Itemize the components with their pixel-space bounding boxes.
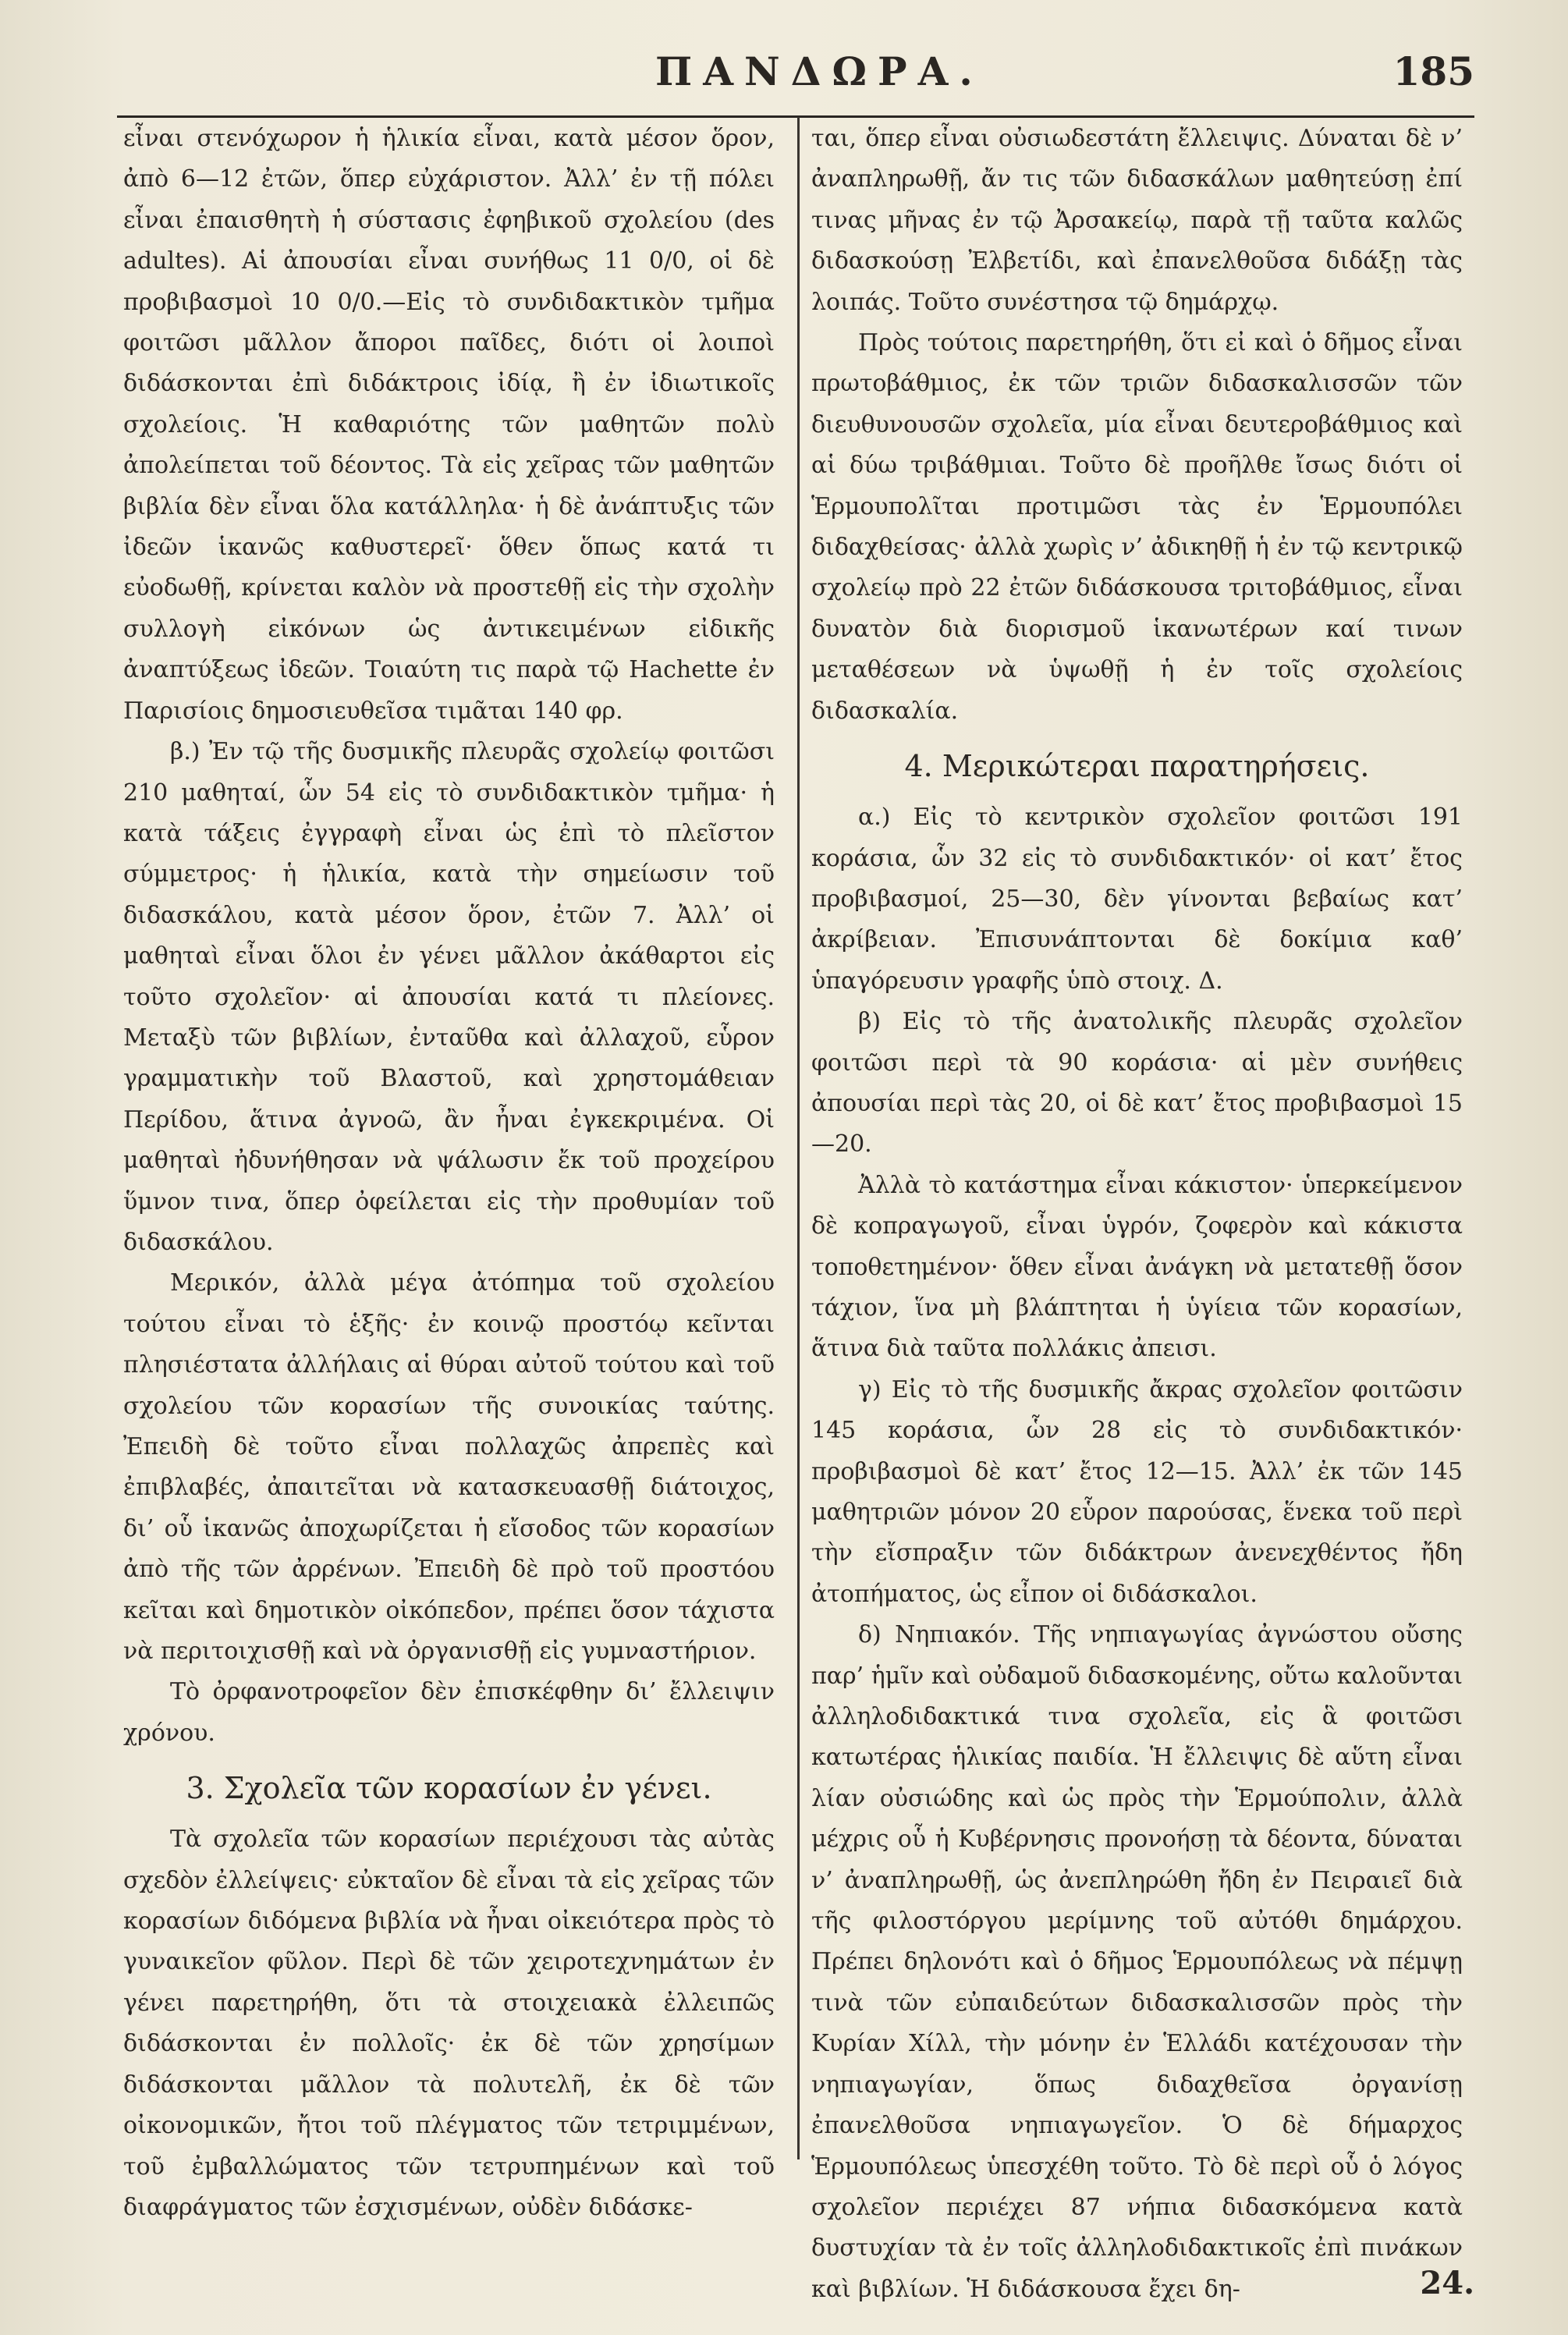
column-divider (797, 117, 800, 2159)
signature-mark: 24. (1420, 2265, 1474, 2301)
running-title: ΠΑΝΔΩΡΑ. (655, 48, 984, 94)
section-heading: 4. Μερικώτεραι παρατηρήσεις. (904, 749, 1370, 784)
paragraph: Ἀλλὰ τὸ κατάστημα εἶναι κάκιστον· ὑπερκείμενον δὲ κοπραγωγοῦ, εἶναι ὑγρόν, ζοφερὸν καὶ κάκιστα τοποθετημένον· ὅθεν εἶναι ἀνάγκη νὰ μετατεθῇ ὅσον τάχιον, ἵνα μὴ βλάπτηται ἡ ὑγίεια τῶν κορασίων, ἅτινα διὰ ταῦτα πολλάκις ἀπεισι. (811, 1171, 1463, 1363)
page-header (117, 48, 1474, 103)
right-column (811, 119, 1463, 2310)
left-column (123, 119, 775, 2228)
paragraph: Τὸ ὀρφανοτροφεῖον δὲν ἐπισκέφθην δι’ ἔλλειψιν χρόνου. (123, 1678, 775, 1747)
paragraph: Τὰ σχολεῖα τῶν κορασίων περιέχουσι τὰς αὐτὰς σχεδὸν ἐλλείψεις· εὐκταῖον δὲ εἶναι τὰ εἰς χεῖρας τῶν κορασίων διδόμενα βιβλία νὰ ἦναι οἰκειότερα πρὸς τὸ γυναικεῖον φῦλον. Περὶ δὲ τῶν χειροτεχνημάτων ἐν γένει παρετηρήθη, ὅτι τὰ στοιχειακὰ ἐλλειπῶς διδάσκονται ἐν πολλοῖς· ἐκ δὲ τῶν χρησίμων διδάσκονται μᾶλλον τὰ πολυτελῆ, ἐκ δὲ τῶν οἰκονομικῶν, ἤτοι τοῦ πλέγματος τῶν τετριμμένων, τοῦ ἐμβαλλώματος τῶν τετρυπημένων καὶ τοῦ διαφράγματος τῶν ἐσχισμένων, οὐδὲν διδάσκε- (123, 1826, 775, 2221)
paragraph: γ) Εἰς τὸ τῆς δυσμικῆς ἄκρας σχολεῖον φοιτῶσιν 145 κοράσια, ὧν 28 εἰς τὸ συνδιδακτικόν· προβιβασμοὶ δὲ κατ’ ἔτος 12—15. Ἀλλ’ ἐκ τῶν 145 μαθητριῶν μόνον 20 εὗρον παρούσας, ἕνεκα τοῦ περὶ τὴν εἴσπραξιν τῶν διδάκτρων ἀνενεχθέντος ἤδη ἀτοπήματος, ὡς εἶπον οἱ διδάσκαλοι. (811, 1375, 1463, 1608)
paragraph: β.) Ἐν τῷ τῆς δυσμικῆς πλευρᾶς σχολείῳ φοιτῶσι 210 μαθηταί, ὧν 54 εἰς τὸ συνδιδακτικὸν τμῆμα· ἡ κατὰ τάξεις ἐγγραφὴ εἶναι ὡς ἐπὶ τὸ πλεῖστον σύμμετρος· ἡ ἡλικία, κατὰ τὴν σημείωσιν τοῦ διδασκάλου, κατὰ μέσον ὅρον, ἐτῶν 7. Ἀλλ’ οἱ μαθηταὶ εἶναι ὅλοι ἐν γένει μᾶλλον ἀκάθαρτοι εἰς τοῦτο σχολεῖον· αἱ ἀπουσίαι κατά τι πλείονες. Μεταξὺ τῶν βιβλίων, ἐνταῦθα καὶ ἀλλαχοῦ, εὗρον γραμματικὴν τοῦ Βλαστοῦ, καὶ χρηστομάθειαν Περίδου, ἅτινα ἀγνοῶ, ἂν ἦναι ἐγκεκριμένα. Οἱ μαθηταὶ ἠδυνήθησαν νὰ ψάλωσιν ἔκ τοῦ προχείρου ὕμνον τινα, ὅπερ ὀφείλεται εἰς τὴν προθυμίαν τοῦ διδασκάλου. (123, 738, 775, 1256)
paragraph: εἶναι στενόχωρον ἡ ἡλικία εἶναι, κατὰ μέσον ὅρον, ἀπὸ 6—12 ἐτῶν, ὅπερ εὐχάριστον. Ἀλλ’ ἐν τῇ πόλει εἶναι ἐπαισθητὴ ἡ σύστασις ἐφηβικοῦ σχολείου (des adultes). Αἱ ἀπουσίαι εἶναι συνήθως 11 0/0, οἱ δὲ προβιβασμοὶ 10 0/0.—Εἰς τὸ συνδιδακτικὸν τμῆμα φοιτῶσι μᾶλλον ἄποροι παῖδες, διότι οἱ λοιποὶ διδάσκονται ἐπὶ διδάκτροις ἰδίᾳ, ἢ ἐν ἰδιωτικοῖς σχολείοις. Ἡ καθαριότης τῶν μαθητῶν πολὺ ἀπολείπεται τοῦ δέοντος. Τὰ εἰς χεῖρας τῶν μαθητῶν βιβλία δὲν εἶναι ὅλα κατάλληλα· ἡ δὲ ἀνάπτυξις τῶν ἰδεῶν ἱκανῶς καθυστερεῖ· ὅθεν ὅπως κατά τι εὐοδωθῇ, κρίνεται καλὸν νὰ προστεθῇ εἰς τὴν σχολὴν συλλογὴ εἰκόνων ὡς ἀντικειμένων εἰδικῆς ἀναπτύξεως ἰδεῶν. Τοιαύτη τις παρὰ τῷ Hachette ἐν Παρισίοις δημοσιευθεῖσα τιμᾶται 140 φρ. (123, 125, 775, 725)
paragraph: Μερικόν, ἀλλὰ μέγα ἀτόπημα τοῦ σχολείου τούτου εἶναι τὸ ἑξῆς· ἐν κοινῷ προστόῳ κεῖνται πλησιέστατα ἀλλήλαις αἱ θύραι αὐτοῦ τούτου καὶ τοῦ σχολείου τῶν κορασίων τῆς συνοικίας ταύτης. Ἐπειδὴ δὲ τοῦτο εἶναι πολλαχῶς ἀπρεπὲς καὶ ἐπιβλαβές, ἀπαιτεῖται νὰ κατασκευασθῇ διάτοιχος, δι’ οὗ ἱκανῶς ἀποχωρίζεται ἡ εἴσοδος τῶν κορασίων ἀπὸ τῆς τῶν ἀρρένων. Ἐπειδὴ δὲ πρὸ τοῦ προστόου κεῖται καὶ δημοτικὸν οἰκόπεδον, πρέπει ὅσον τάχιστα νὰ περιτοιχισθῇ καὶ νὰ ὀργανισθῇ εἰς γυμναστήριον. (123, 1269, 775, 1666)
paragraph: β) Εἰς τὸ τῆς ἀνατολικῆς πλευρᾶς σχολεῖον φοιτῶσι περὶ τὰ 90 κοράσια· αἱ μὲν συνήθεις ἀπουσίαι περὶ τὰς 20, οἱ δὲ κατ’ ἔτος προβιβασμοὶ 15—20. (811, 1008, 1463, 1159)
page-number: 185 (1392, 48, 1474, 94)
section-heading: 3. Σχολεῖα τῶν κορασίων ἐν γένει. (186, 1771, 712, 1806)
paragraph: δ) Νηπιακόν. Τῆς νηπιαγωγίας ἀγνώστου οὔσης παρ’ ἡμῖν καὶ οὐδαμοῦ διδασκομένης, οὔτω καλοῦνται ἀλληλοδιδακτικά τινα σχολεῖα, εἰς ἃ φοιτῶσι κατωτέρας ἡλικίας παιδία. Ἡ ἔλλειψις δὲ αὕτη εἶναι λίαν οὐσιώδης καὶ ὡς πρὸς τὴν Ἑρμούπολιν, ἀλλὰ μέχρις οὗ ἡ Κυβέρνησις προνοήσῃ τὰ δέοντα, δύναται ν’ ἀναπληρωθῇ, ὡς ἀνεπληρώθη ἤδη ἐν Πειραιεῖ διὰ τῆς φιλοστόργου μερίμνης τοῦ αὐτόθι δημάρχου. Πρέπει δηλονότι καὶ ὁ δῆμος Ἑρμουπόλεως νὰ πέμψῃ τινὰ τῶν εὐπαιδεύτων διδασκαλισσῶν πρὸς τὴν Κυρίαν Χίλλ, τὴν μόνην ἐν Ἑλλάδι κατέχουσαν τὴν νηπιαγωγίαν, ὅπως διδαχθεῖσα ὀργανίσῃ ἐπανελθοῦσα νηπιαγωγεῖον. Ὁ δὲ δήμαρχος Ἑρμουπόλεως ὑπεσχέθη τοῦτο. Τὸ δὲ περὶ οὗ ὁ λόγος σχολεῖον περιέχει 87 νήπια διδασκόμενα κατὰ δυστυχίαν τὰ ἐν τοῖς ἀλληλοδιδακτικοῖς ἐπὶ πινάκων καὶ βιβλίων. Ἡ διδάσκουσα ἔχει δη- (811, 1621, 1463, 2303)
header-rule (117, 115, 1474, 118)
paragraph: α.) Εἰς τὸ κεντρικὸν σχολεῖον φοιτῶσι 191 κοράσια, ὧν 32 εἰς τὸ συνδιδακτικόν· οἱ κατ’ ἔτος προβιβασμοί, 25—30, δὲν γίνονται βεβαίως κατ’ ἀκρίβειαν. Ἐπισυνάπτονται δὲ δοκίμια καθ’ ὑπαγόρευσιν γραφῆς ὑπὸ στοιχ. Δ. (811, 804, 1463, 995)
paragraph: Πρὸς τούτοις παρετηρήθη, ὅτι εἰ καὶ ὁ δῆμος εἶναι πρωτοβάθμιος, ἐκ τῶν τριῶν διδασκαλισσῶν τῶν διευθυνουσῶν σχολεῖα, μία εἶναι δευτεροβάθμιος καὶ αἱ δύω τριβάθμιαι. Τοῦτο δὲ προῆλθε ἴσως διότι οἱ Ἑρμουπολῖται προτιμῶσι τὰς ἐν Ἑρμουπόλει διδαχθείσας· ἀλλὰ χωρὶς ν’ ἀδικηθῇ ἡ ἐν τῷ κεντρικῷ σχολείῳ πρὸ 22 ἐτῶν διδάσκουσα τριτοβάθμιος, εἶναι δυνατὸν διὰ διορισμοῦ ἱκανωτέρων καί τινων μεταθέσεων νὰ ὑψωθῇ ἡ ἐν τοῖς σχολείοις διδασκαλία. (811, 329, 1463, 725)
paragraph: ται, ὅπερ εἶναι οὐσιωδεστάτη ἔλλειψις. Δύναται δὲ ν’ ἀναπληρωθῇ, ἄν τις τῶν διδασκάλων μαθητεύσῃ ἐπί τινας μῆνας ἐν τῷ Ἀρσακείῳ, παρὰ τῇ ταῦτα καλῶς διδασκούσῃ Ἐλβετίδι, καὶ ἐπανελθοῦσα διδάξῃ τὰς λοιπάς. Τοῦτο συνέστησα τῷ δημάρχῳ. (811, 125, 1463, 316)
